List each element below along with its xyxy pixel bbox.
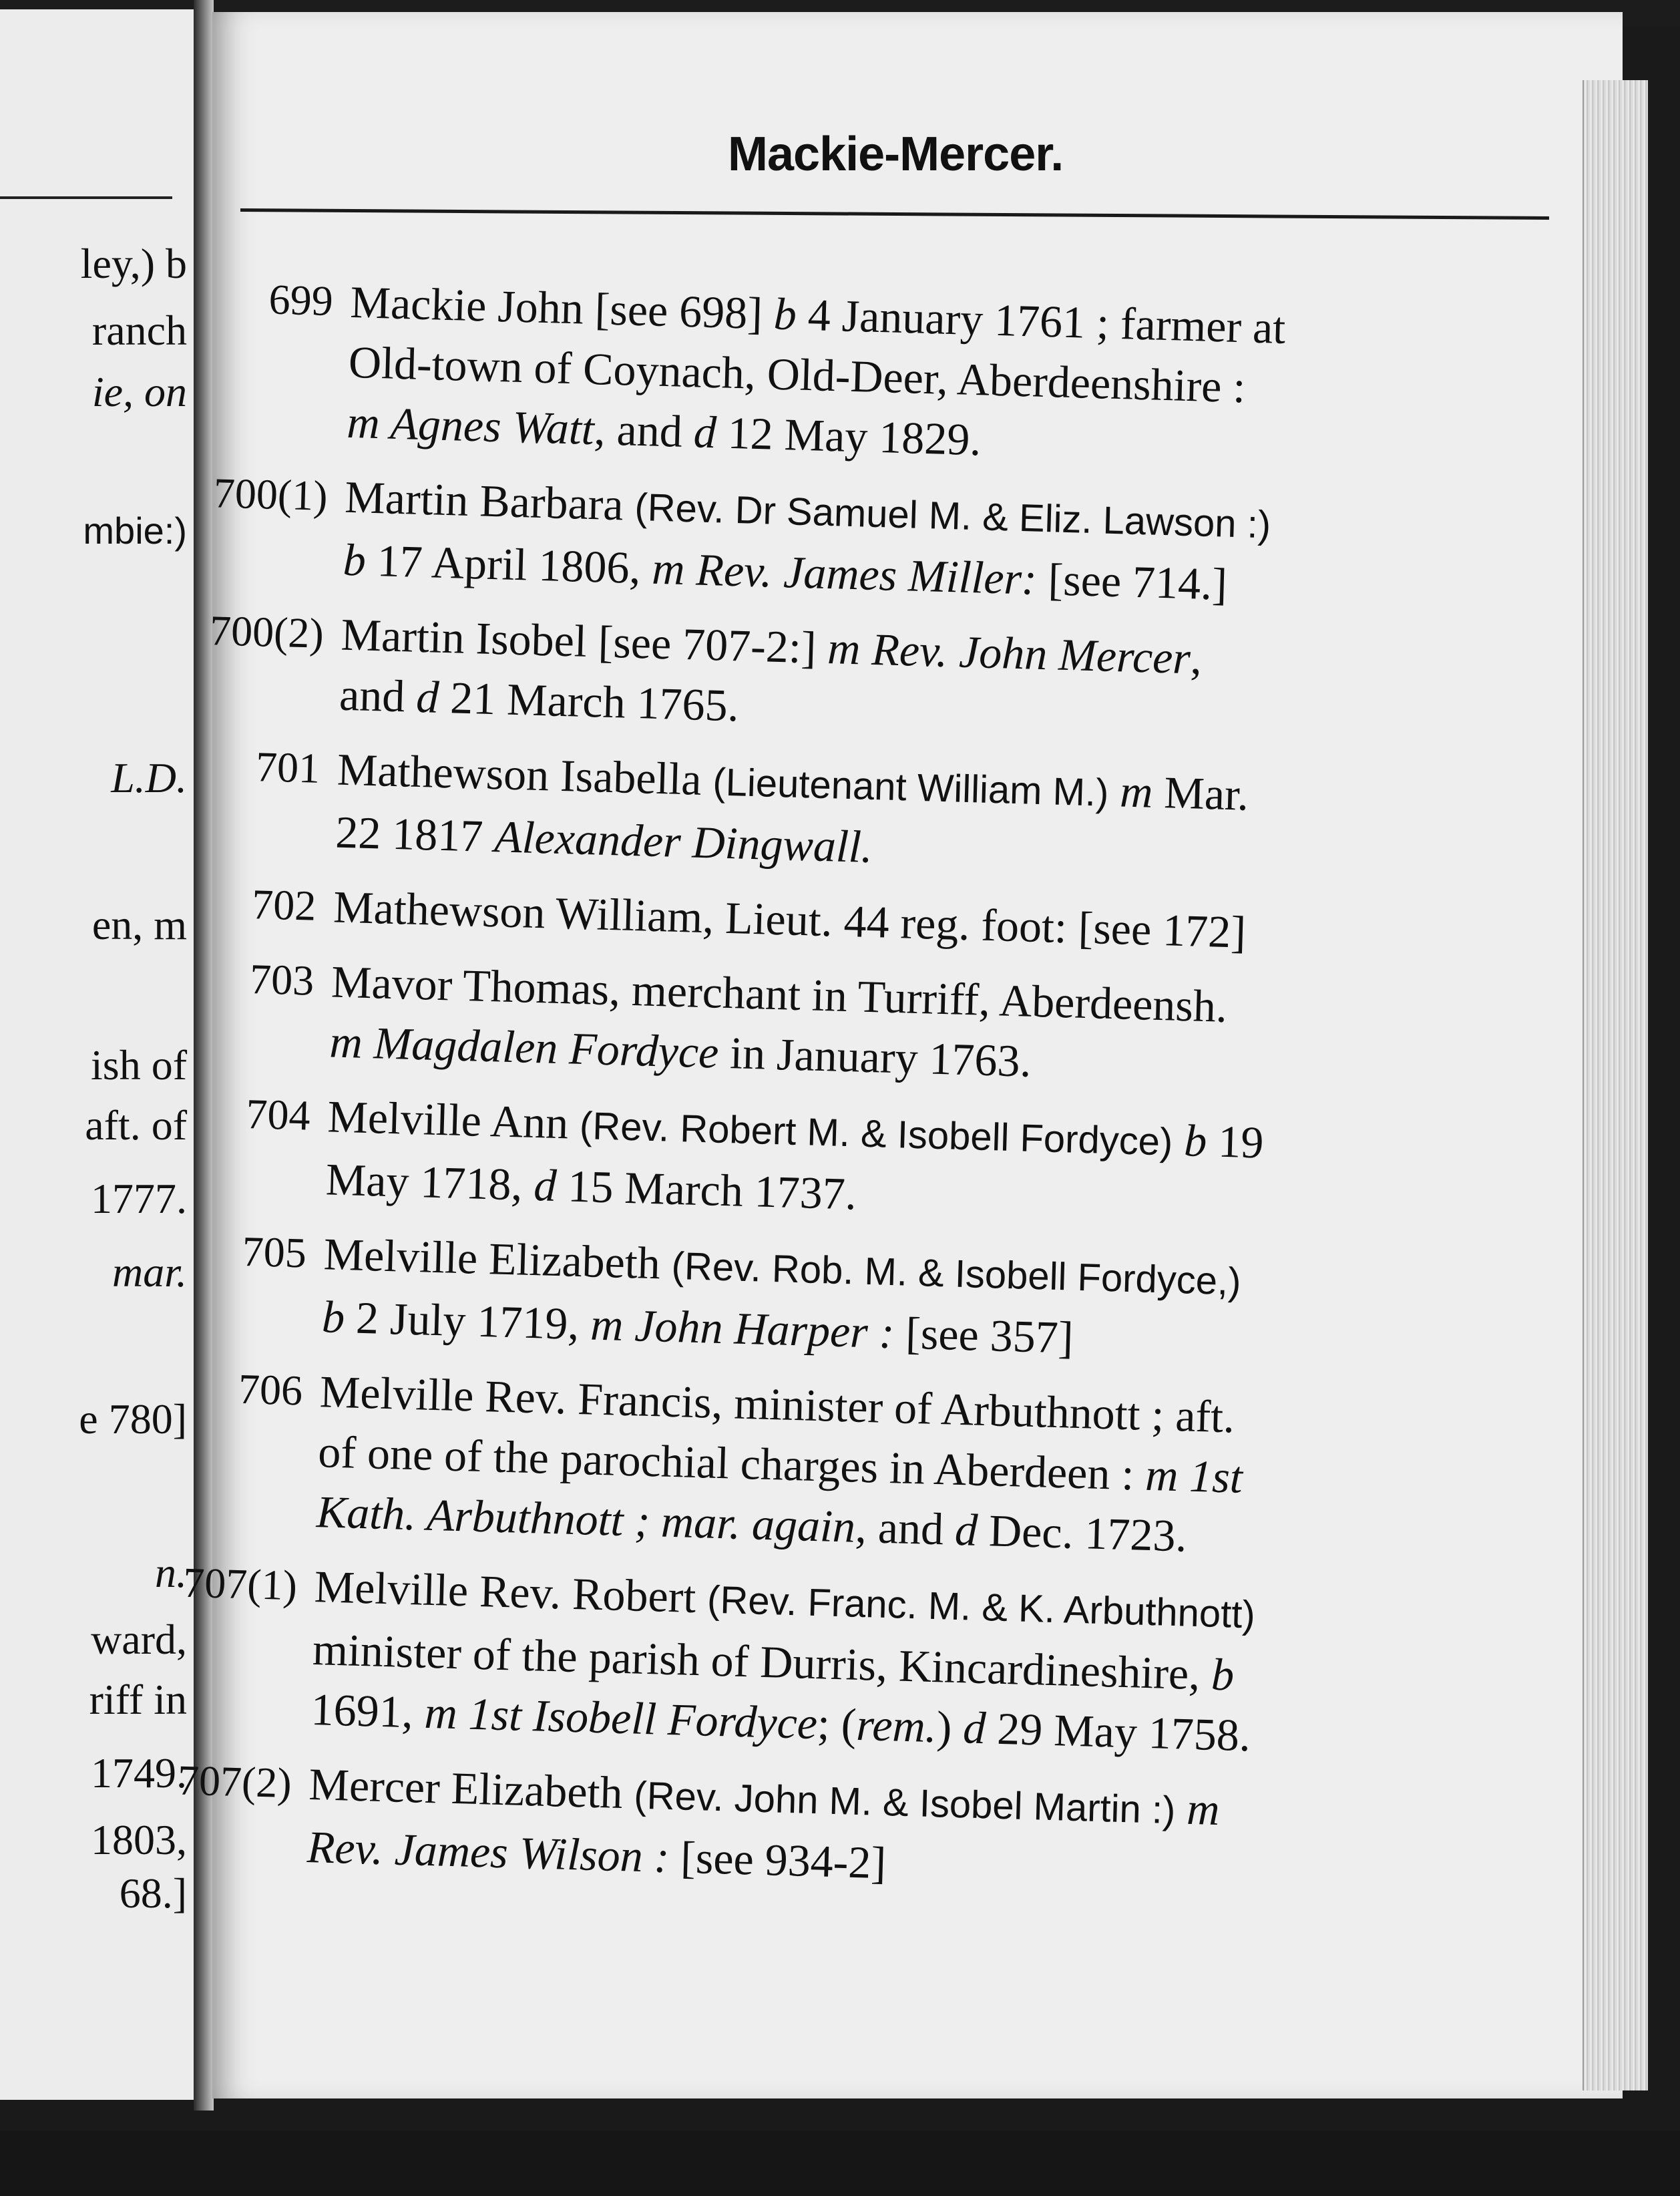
left-page-fragment: aft. of	[85, 1101, 187, 1149]
entry-text-segment: 15 March 1737.	[556, 1160, 857, 1220]
entry-text	[346, 272, 1508, 484]
italic-text: d	[954, 1503, 979, 1556]
entry-text-segment: Melville Rev. Francis, minister of Arbuthnott ; aft.	[319, 1366, 1236, 1443]
entry-text-segment: Melville Ann	[327, 1091, 581, 1149]
left-page-fragment: ward,	[91, 1616, 187, 1663]
left-page-fragment: ranch	[91, 307, 187, 354]
italic-text: d	[962, 1702, 987, 1754]
entry-line	[333, 877, 1492, 969]
left-page-fragment: L.D.	[111, 754, 187, 801]
entry-text-segment: 19	[1206, 1115, 1265, 1168]
entry-text-segment: , and	[593, 403, 694, 458]
entry-text-segment: Melville Elizabeth	[323, 1228, 672, 1289]
italic-text: m	[1119, 765, 1154, 817]
entry-number: 703	[249, 955, 315, 1004]
left-page-fragment: mar.	[112, 1248, 187, 1296]
entry-705	[157, 1219, 1482, 1379]
left-page-fragment: 1803,	[91, 1816, 187, 1863]
entry-text	[343, 467, 1503, 622]
left-page-fragment: 1777.	[91, 1175, 187, 1222]
entry-text-segment: ,	[1189, 632, 1203, 684]
entry-text	[335, 739, 1495, 894]
entry-text-segment: Mercer Elizabeth	[308, 1759, 635, 1819]
parentage-text: (Rev. John M. & Isobel Martin :)	[633, 1773, 1177, 1833]
left-page-fragment: ish of	[91, 1041, 187, 1089]
italic-text: b	[1211, 1648, 1235, 1700]
left-page-fragment: mbie:)	[83, 510, 187, 552]
left-page-fragment: en, m	[91, 901, 187, 948]
entry-text-segment: 1691,	[310, 1684, 425, 1738]
entry-text-segment: )	[935, 1701, 964, 1753]
entry-text-segment: Mavor Thomas, merchant in Turriff, Aberdeensh.	[331, 956, 1228, 1032]
italic-text: m 1st Isobell Fordyce	[423, 1686, 819, 1749]
italic-text: b	[321, 1291, 346, 1343]
entry-text-segment: Martin Barbara	[344, 471, 636, 530]
entry-number: 707(1)	[182, 1558, 298, 1610]
entry-number: 701	[255, 743, 321, 792]
entry-number: 699	[268, 275, 334, 325]
entry-number: 700(2)	[209, 606, 325, 657]
entry-text-segment: Old-town of Coynach, Old-Deer, Aberdeenshire :	[348, 336, 1247, 413]
entry-text-segment: May 1718,	[325, 1153, 535, 1211]
entry-707-1	[146, 1551, 1473, 1771]
left-page-fragment: 68.]	[119, 1869, 187, 1917]
entry-text-segment: Mar.	[1152, 766, 1250, 820]
entry-text-segment: minister of the parish of Durris, Kincardineshire,	[312, 1624, 1213, 1700]
entry-text-segment: ; (	[816, 1698, 857, 1750]
entry-text-segment: and	[339, 669, 417, 722]
entry-text-segment	[1108, 765, 1120, 816]
italic-text: b	[773, 288, 797, 340]
entry-text-segment: 4 January 1761 ; farmer at	[795, 289, 1287, 353]
entry-text-segment: , and	[854, 1501, 956, 1555]
entry-text-segment: 22 1817	[335, 806, 495, 862]
entry-700-1	[178, 462, 1503, 622]
entry-text-segment: Melville Rev. Robert	[313, 1561, 708, 1623]
entry-text-segment: in January 1763.	[718, 1027, 1032, 1087]
italic-text: m 1st	[1144, 1449, 1243, 1503]
italic-text: rem.	[855, 1698, 937, 1753]
entry-text-segment: Mathewson Isabella	[337, 743, 714, 805]
entry-text-segment: 29 May 1758.	[985, 1702, 1251, 1761]
italic-text: m Rev. John Mercer	[827, 622, 1191, 684]
entry-text-segment: Mackie John [see 698]	[349, 276, 775, 339]
entry-text-segment: Mathewson William, Lieut. 44 reg. foot: [see 172]	[333, 881, 1247, 958]
page-edges	[1583, 80, 1648, 2090]
italic-text: d	[415, 671, 440, 723]
parentage-text: (Rev. Franc. M. & K. Arbuthnott)	[706, 1578, 1256, 1637]
entry-text-segment: 21 March 1765.	[438, 671, 740, 731]
entry-703	[165, 947, 1490, 1104]
entry-text-segment: [see 714.]	[1036, 553, 1228, 610]
entry-text-segment: 2 July 1719,	[344, 1292, 592, 1350]
entry-707-2	[142, 1749, 1467, 1909]
entry-number: 705	[241, 1227, 307, 1277]
entry-700-2	[174, 600, 1499, 757]
italic-text: m Magdalen Fordyce	[329, 1016, 720, 1078]
entry-number: 702	[251, 880, 317, 930]
entry-text-segment: of one of the parochial charges in Aberdeen :	[317, 1426, 1146, 1500]
photo-border-bottom	[0, 2131, 1680, 2196]
left-page-fragment: ley,) b	[80, 240, 187, 287]
entry-text	[325, 1086, 1486, 1241]
italic-text: Kath. Arbuthnott ; mar. again	[315, 1486, 857, 1552]
entry-text	[306, 1754, 1467, 1909]
entry-text	[333, 877, 1492, 969]
italic-text: Alexander Dingwall.	[493, 811, 873, 872]
entry-text	[321, 1224, 1482, 1379]
entry-704	[161, 1082, 1486, 1242]
entry-699	[182, 267, 1508, 484]
entry-text	[329, 951, 1489, 1103]
left-page-fragment: n.	[155, 1549, 187, 1596]
parentage-text: (Rev. Robert M. & Isobell Fordyce)	[579, 1103, 1174, 1164]
page-header: Mackie-Mercer.	[728, 128, 1064, 181]
entry-text-segment: 17 April 1806,	[365, 534, 653, 594]
entry-text-segment: Dec. 1723.	[977, 1504, 1188, 1562]
parentage-text: (Rev. Rob. M. & Isobell Fordyce,)	[670, 1244, 1242, 1304]
italic-text: d	[692, 406, 717, 458]
entry-text	[316, 1361, 1478, 1574]
entry-text	[310, 1556, 1473, 1771]
left-page-fragment: 1749.	[91, 1749, 187, 1797]
left-page-fragment: riff in	[89, 1676, 187, 1723]
italic-text: m Rev. James Miller:	[651, 542, 1038, 604]
italic-text: b	[342, 534, 367, 586]
entry-number: 707(2)	[177, 1756, 292, 1807]
italic-text: m	[1186, 1783, 1221, 1835]
entry-list	[142, 267, 1508, 1924]
italic-text: m Agnes Watt	[346, 396, 595, 455]
entry-701	[170, 735, 1495, 894]
entry-706	[152, 1356, 1478, 1574]
left-page-fragment: ie, on	[91, 368, 187, 415]
entry-text	[339, 604, 1499, 757]
italic-text: Rev. James Wilson :	[306, 1821, 670, 1883]
italic-text: b	[1183, 1115, 1208, 1167]
entry-text-segment: Martin Isobel [see 707-2:]	[340, 608, 829, 673]
parentage-text: (Lieutenant William M.)	[712, 760, 1110, 815]
entry-number: 706	[238, 1364, 304, 1415]
italic-text: m John Harper :	[590, 1298, 895, 1358]
parentage-text: (Rev. Dr Samuel M. & Eliz. Lawson :)	[634, 485, 1271, 547]
entry-text-segment: [see 934-2]	[668, 1831, 887, 1889]
italic-text: d	[533, 1159, 558, 1211]
left-page-rule	[0, 196, 172, 199]
left-page-fragment: e 780]	[79, 1395, 187, 1443]
entry-number: 704	[245, 1089, 311, 1139]
entry-number: 700(1)	[212, 469, 329, 520]
entry-text-segment: 12 May 1829.	[715, 407, 982, 466]
entry-text-segment: [see 357]	[893, 1307, 1074, 1363]
